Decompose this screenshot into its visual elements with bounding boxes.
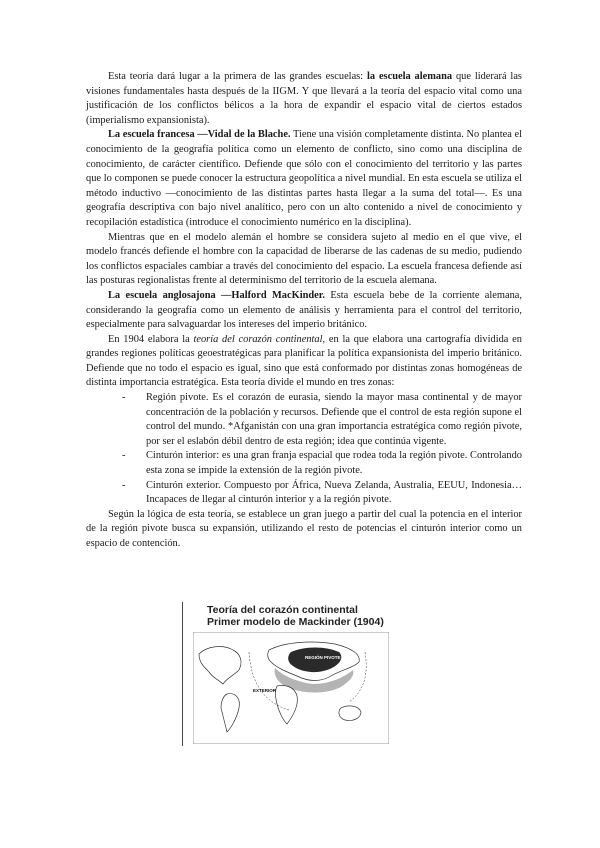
paragraph-french-vs-german: Mientras que en el modelo alemán el hombre se considera sujeto al medio en el que vive, el modelo francés defiende el hombre con la capacidad de liberarse de las cadenas de su medio, pudiendo los conflictos espaciales cambiar a través del conocimiento del espacio. La escuela francesa defiende así las posturas regionalistas frente al determinismo del territorio de la escuela alemana.	[86, 231, 522, 287]
list-item: - Cinturón exterior. Compuesto por África, Nueva Zelanda, Australia, EEUU, Indonesia… Incapaces de llegar al cinturón interior y a la región pivote.	[122, 479, 522, 506]
paragraph-anglo-school: La escuela anglosajona —Halford MacKinder. Esta escuela bebe de la corriente alemana, considerando la geografía como un elemento de análisis y herramienta para el control del territorio, especialmente para salvaguardar los intereses del imperio británico.	[86, 289, 522, 331]
list-item: - Cinturón interior: es una gran franja espacial que rodea toda la región pivote. Controlando esta zona se impide la extensión de la región pivote.	[122, 450, 522, 477]
australia-shape	[339, 706, 361, 721]
map-label-pivot: REGIÓN PIVOTE	[305, 655, 341, 660]
document-body	[86, 70, 522, 552]
paragraph-great-game: Según la lógica de esta teoría, se establece un gran juego a partir del cual la potencia en el interior de la región pivote busca su expansión, utilizando el resto de potencias el cinturón interior como un espacio de contención.	[86, 508, 522, 549]
zones-list	[86, 391, 522, 508]
french-school-heading: La escuela francesa —Vidal de la Blache.	[108, 129, 291, 141]
heartland-theory-title: teoría del corazón continental,	[193, 333, 326, 345]
paragraph-french-school: La escuela francesa —Vidal de la Blache. Tiene una visión completamente distinta. No plantea el conocimiento de la geografía política como un elemento de conflicto, sino como una disciplina de conocimiento, de carácter científico. Defiende que sólo con el conocimiento del territorio y las partes que lo componen se puede conocer la estructura geopolítica a nivel mundial. En esta escuela se utiliza el método inductivo —conocimiento de las distintas partes hasta llegar a la suma del total—. Es una geografía descriptiva con bajo nivel analítico, pero con un alto contenido a nivel de conocimiento y recopilación estadística (introduce el conocimiento numérico en la disciplina).	[86, 129, 522, 228]
list-item: - Región pivote. Es el corazón de eurasia, siendo la mayor masa continental y de mayor concentración de la población y recursos. Defiende que el control de esta región supone el control del mundo. *Afganistán con una gran importancia estratégica como región pivote, por ser el eslabón débil dentro de esta región; idea que continúa vigente.	[122, 392, 522, 447]
paragraph-german-school: Esta teoría dará lugar a la primera de las grandes escuelas: la escuela alemana que liderará las visiones fundamentales hasta después de la IIGM. Y que llevará a la teoría del espacio vital como una justificación de los conflictos bélicos a la hora de expandir el espacio vital de ciertos estados (imperialismo expansionista).	[86, 71, 522, 126]
world-map	[193, 632, 389, 744]
paragraph-heartland-theory: En 1904 elabora la teoría del corazón continental, en la que elabora una cartografía dividida en grandes regiones políticas geoestratégicas para planificar la política expansionista del imperio británico. Defiende que no todo el espacio es igual, sino que está conformado por distintas zonas homogéneas de distinta importancia estratégica. Esta teoría divide el mundo en tres zonas:	[86, 333, 522, 389]
anglo-school-heading: La escuela anglosajona —Halford MacKinder.	[108, 289, 326, 301]
heartland-map-figure	[182, 602, 395, 746]
map-label-outer: EXTERIOR	[253, 688, 277, 693]
german-school-emphasis: la escuela alemana	[366, 71, 453, 82]
figure-title: Teoría del corazón continental Primer modelo de Mackinder (1904)	[207, 604, 384, 628]
